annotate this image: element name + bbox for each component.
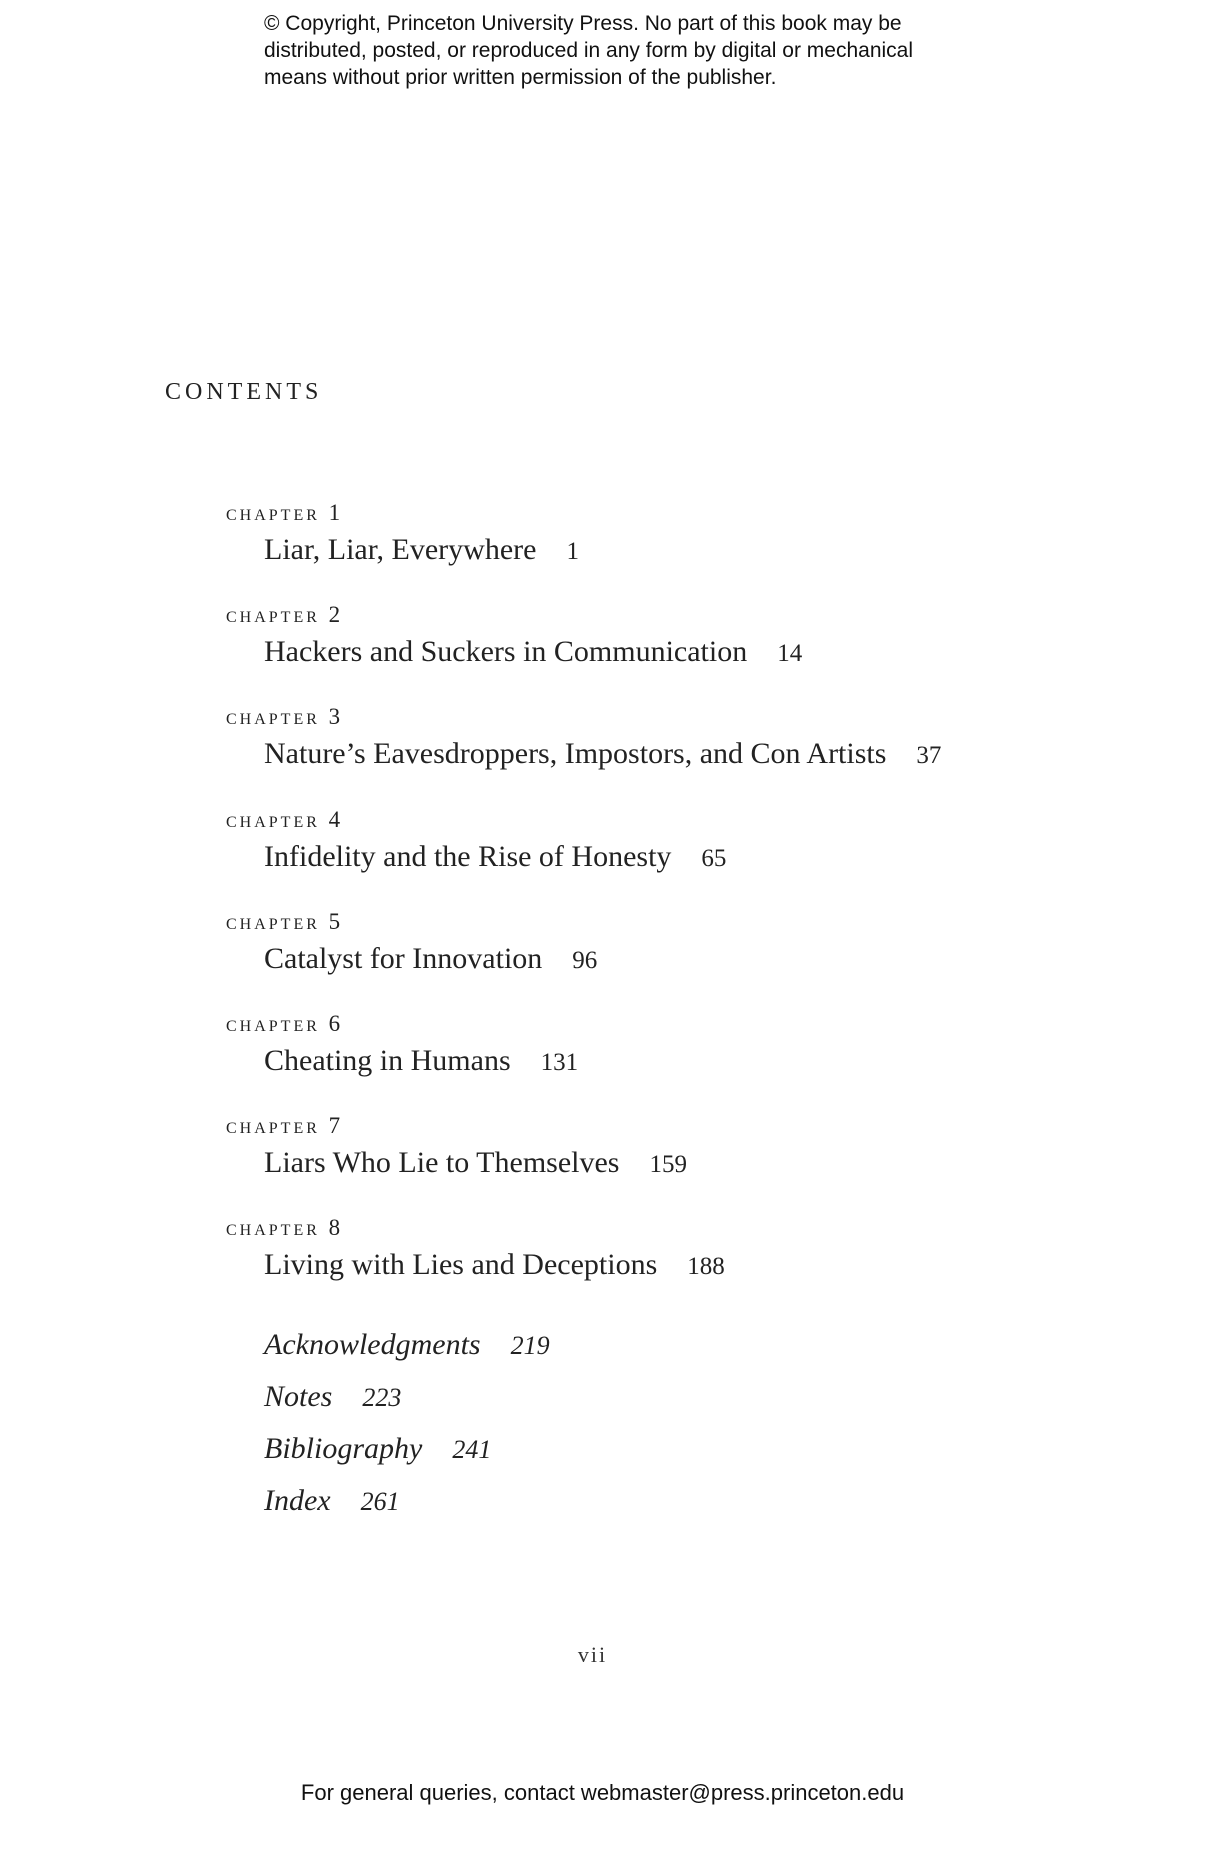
- chapter-page-number: 37: [916, 742, 942, 769]
- toc-chapter-1[interactable]: [226, 500, 1126, 570]
- backmatter-page-number: 261: [360, 1487, 400, 1516]
- chapter-entry[interactable]: [264, 532, 1126, 570]
- chapter-title[interactable]: Catalyst for Innovation: [264, 942, 543, 975]
- footer-contact: For general queries, contact webmaster@press.princeton.edu: [300, 1780, 905, 1805]
- chapter-label: chapter 3: [226, 704, 344, 729]
- chapter-page-number: 1: [566, 538, 579, 565]
- chapter-page-number: 188: [687, 1253, 725, 1280]
- chapter-title[interactable]: Hackers and Suckers in Communication: [264, 635, 748, 668]
- copyright-line: © Copyright, Princeton University Press. No part of this book may be: [264, 12, 902, 35]
- chapter-title[interactable]: Infidelity and the Rise of Honesty: [264, 840, 672, 873]
- toc-chapter-3[interactable]: [226, 704, 1126, 774]
- chapter-entry[interactable]: [264, 839, 1126, 877]
- chapter-title[interactable]: Liar, Liar, Everywhere: [264, 533, 537, 566]
- toc-index[interactable]: [264, 1483, 400, 1520]
- contents-heading: contents: [165, 370, 323, 407]
- chapter-title[interactable]: Cheating in Humans: [264, 1044, 511, 1077]
- chapter-label: chapter 4: [226, 807, 344, 832]
- chapter-entry[interactable]: [264, 736, 1126, 774]
- chapter-entry[interactable]: [264, 1043, 1126, 1081]
- chapter-title[interactable]: Liars Who Lie to Themselves: [264, 1146, 620, 1179]
- backmatter-title[interactable]: Index: [264, 1484, 331, 1517]
- toc-chapter-6[interactable]: [226, 1011, 1126, 1081]
- chapter-entry[interactable]: [264, 634, 1126, 672]
- chapter-label: chapter 2: [226, 602, 344, 627]
- chapter-page-number: 14: [777, 640, 803, 667]
- chapter-label: chapter 5: [226, 909, 344, 934]
- chapter-page-number: 159: [649, 1151, 687, 1178]
- chapter-label: chapter 1: [226, 500, 344, 525]
- page-folio: vii: [577, 1642, 608, 1667]
- chapter-page-number: 96: [572, 947, 598, 974]
- copyright-line: means without prior written permission of the publisher.: [264, 66, 777, 89]
- toc-chapter-7[interactable]: [226, 1113, 1126, 1183]
- toc-chapter-8[interactable]: [226, 1215, 1126, 1285]
- chapter-label: chapter 6: [226, 1011, 344, 1036]
- chapter-label: chapter 7: [226, 1113, 344, 1138]
- chapter-title[interactable]: Living with Lies and Deceptions: [264, 1248, 658, 1281]
- chapter-entry[interactable]: [264, 941, 1126, 979]
- chapter-page-number: 65: [701, 845, 727, 872]
- toc-acknowledgments[interactable]: [264, 1327, 550, 1364]
- backmatter-title[interactable]: Bibliography: [264, 1432, 423, 1465]
- backmatter-page-number: 241: [452, 1435, 492, 1464]
- toc-chapter-2[interactable]: [226, 602, 1126, 672]
- copyright-line: distributed, posted, or reproduced in any form by digital or mechanical: [264, 39, 914, 62]
- chapter-title[interactable]: Nature’s Eavesdroppers, Impostors, and Con Artists: [264, 737, 887, 770]
- chapter-page-number: 131: [540, 1049, 579, 1076]
- backmatter-title[interactable]: Acknowledgments: [264, 1328, 481, 1361]
- chapter-label: chapter 8: [226, 1215, 344, 1240]
- chapter-entry[interactable]: [264, 1247, 1126, 1285]
- chapter-entry[interactable]: [264, 1145, 1126, 1183]
- backmatter-page-number: 219: [510, 1331, 550, 1360]
- backmatter-title[interactable]: Notes: [264, 1380, 333, 1413]
- toc-chapter-5[interactable]: [226, 909, 1126, 979]
- toc-chapter-4[interactable]: [226, 807, 1126, 877]
- toc-bibliography[interactable]: [264, 1431, 491, 1468]
- backmatter-page-number: 223: [362, 1383, 402, 1412]
- toc-notes[interactable]: [264, 1379, 401, 1416]
